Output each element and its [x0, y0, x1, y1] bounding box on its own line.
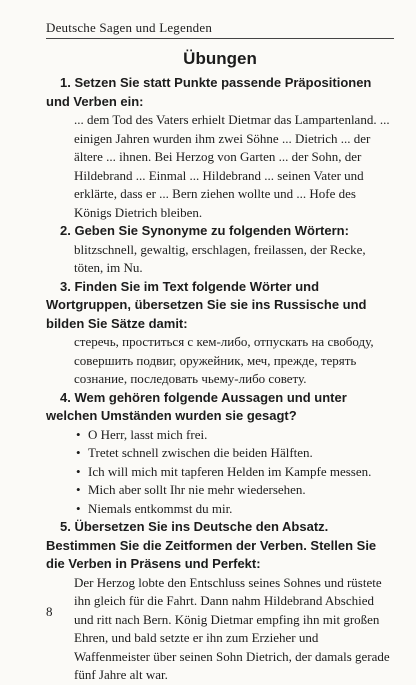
exercise-4-heading: 4. Wem gehören folgende Aussagen und unter welchen Umständen wurden sie gesagt?: [46, 389, 347, 423]
exercise-2-heading: 2. Geben Sie Synonyme zu folgenden Wörtern:: [60, 223, 349, 238]
exercise-5-heading: 5. Übersetzen Sie ins Deutsche den Absatz. Bestimmen Sie die Zeitformen der Verben. Stellen Sie die Verben in Präsens und Perfekt:: [46, 519, 377, 571]
exercise-4-list: [74, 426, 394, 519]
exercise-3-heading: 3. Finden Sie im Text folgende Wörter und Wortgruppen, übersetzen Sie sie ins Russische und bilden Sie Sätze damit:: [46, 278, 367, 331]
list-item: • O Herr, lasst mich frei.: [74, 426, 394, 445]
exercise-1-text: ... dem Tod des Vaters erhielt Dietmar das Lampartenland. ... einigen Jahren wurden ihm zwei Söhne ... Dietrich ... der ältere ... ihnen. Bei Herzog von Garten ... der Sohn, der Hildebrand ... Einmal ... Hildebrand ... seinen Vater und erklärte, dass er ... Bern ziehen wollte und ... Hofe des Königs Dietrich bleiben.: [74, 112, 390, 220]
list-item: • Ich will mich mit tapferen Helden im Kampfe messen.: [74, 463, 394, 482]
exercise-2-text: blitzschnell, gewaltig, erschlagen, freilassen, der Recke, töten, im Nu.: [74, 241, 366, 275]
list-item: • Mich aber sollt Ihr nie mehr wiedersehen.: [74, 481, 394, 500]
exercise-1-heading: 1. Setzen Sie statt Punkte passende Präpositionen und Verben ein:: [46, 75, 372, 109]
exercise-5-text: Der Herzog lobte den Entschluss seines Sohnes und rüstete ihn gleich für die Fahrt. Dann nahm Hildebrand Abschied und ritt nach Bern. König Dietmar empfing ihn mit großen Ehren, und bald setzte er ihn zum Erzieher und Waffenmeister über seinen Sohn Dietrich, der damals gerade fünf Jahre alt war.: [74, 574, 390, 682]
list-item: • Niemals entkommst du mir.: [74, 500, 394, 519]
page-number: 8: [46, 604, 53, 619]
exercise-3-text: стеречь, проститься с кем-либо, отпускать на свободу, совершить подвиг, оружейник, меч, прежде, терять сознание, последовать чьему-либо совету.: [74, 334, 374, 386]
exercises: [46, 74, 394, 685]
running-head: Deutsche Sagen und Legenden: [46, 20, 394, 39]
page-title: Übungen: [183, 49, 257, 68]
list-item: • Tretet schnell zwischen die beiden Hälften.: [74, 444, 394, 463]
